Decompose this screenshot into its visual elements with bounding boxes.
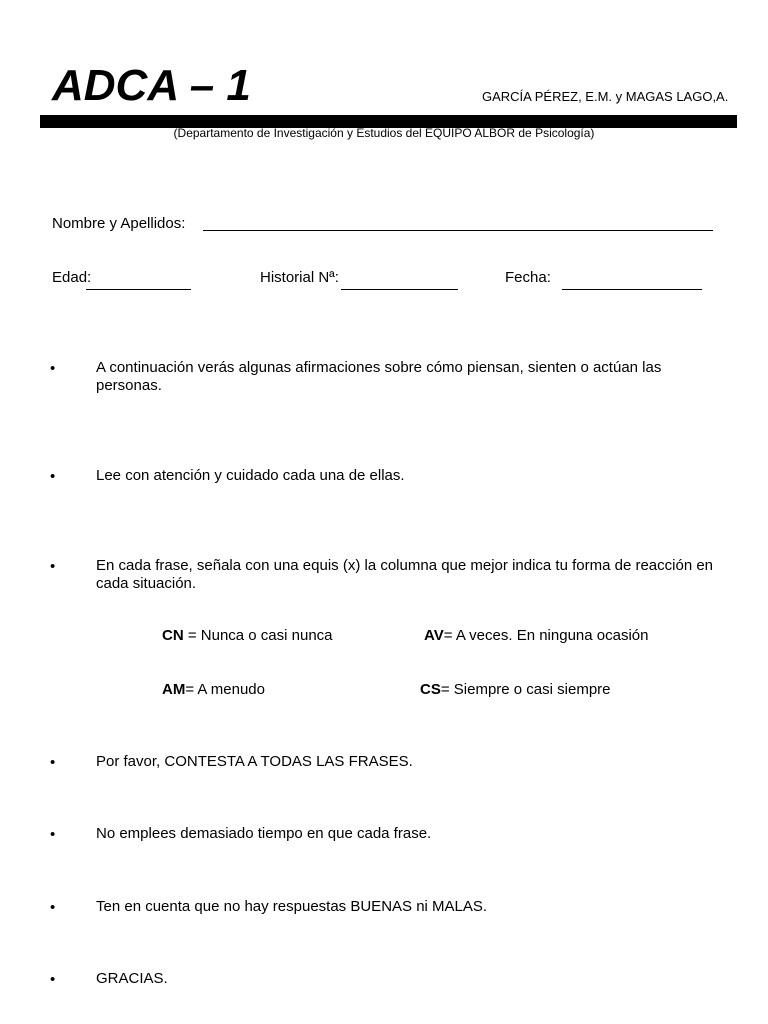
- legend-desc: = A menudo: [185, 681, 265, 698]
- record-line[interactable]: [341, 289, 458, 290]
- legend-item-cs: [420, 681, 611, 698]
- authors: GARCÍA PÉREZ, E.M. y MAGAS LAGO,A.: [482, 89, 729, 104]
- legend-item-av: [424, 627, 648, 644]
- name-line[interactable]: [203, 230, 713, 231]
- legend-code: AM: [162, 681, 186, 698]
- bullet-marker: •: [50, 826, 56, 843]
- instruction-text: A continuación verás algunas afirmaciones sobre cómo piensan, sienten o actúan las personas.: [96, 359, 662, 394]
- date-label: Fecha:: [505, 269, 551, 286]
- bullet-marker: •: [50, 971, 56, 988]
- instruction-text: Por favor, CONTESTA A TODAS LAS FRASES.: [96, 753, 413, 770]
- age-line[interactable]: [86, 289, 191, 290]
- bullet-marker: •: [50, 899, 56, 916]
- instruction-text: Ten en cuenta que no hay respuestas BUENAS ni MALAS.: [96, 898, 488, 915]
- age-label: Edad:: [52, 269, 92, 286]
- legend-item-cn: [162, 627, 333, 644]
- bullet-marker: •: [50, 468, 56, 485]
- legend-desc: = A veces. En ninguna ocasión: [443, 627, 649, 644]
- bullet-marker: •: [50, 558, 56, 575]
- name-label: Nombre y Apellidos:: [52, 215, 186, 232]
- legend-code: CS: [420, 681, 441, 698]
- document-title: ADCA – 1: [52, 61, 251, 110]
- legend-item-am: [162, 681, 265, 698]
- instruction-text: GRACIAS.: [96, 970, 168, 987]
- instruction-text: En cada frase, señala con una equis (x) la columna que mejor indica tu forma de reacción en cada situación.: [96, 557, 714, 592]
- bullet-marker: •: [50, 754, 56, 771]
- instruction-text: No emplees demasiado tiempo en que cada frase.: [96, 825, 432, 842]
- date-line[interactable]: [562, 289, 702, 290]
- legend-desc: = Nunca o casi nunca: [183, 627, 333, 644]
- legend-code: AV: [424, 627, 444, 644]
- record-label: Historial Nª:: [260, 269, 339, 286]
- legend-desc: = Siempre o casi siempre: [440, 681, 611, 698]
- instruction-text: Lee con atención y cuidado cada una de ellas.: [96, 467, 405, 484]
- legend-code: CN: [162, 627, 184, 644]
- bullet-marker: •: [50, 360, 56, 377]
- department-subtitle: (Departamento de Investigación y Estudios del EQUIPO ALBOR de Psicología): [173, 126, 595, 140]
